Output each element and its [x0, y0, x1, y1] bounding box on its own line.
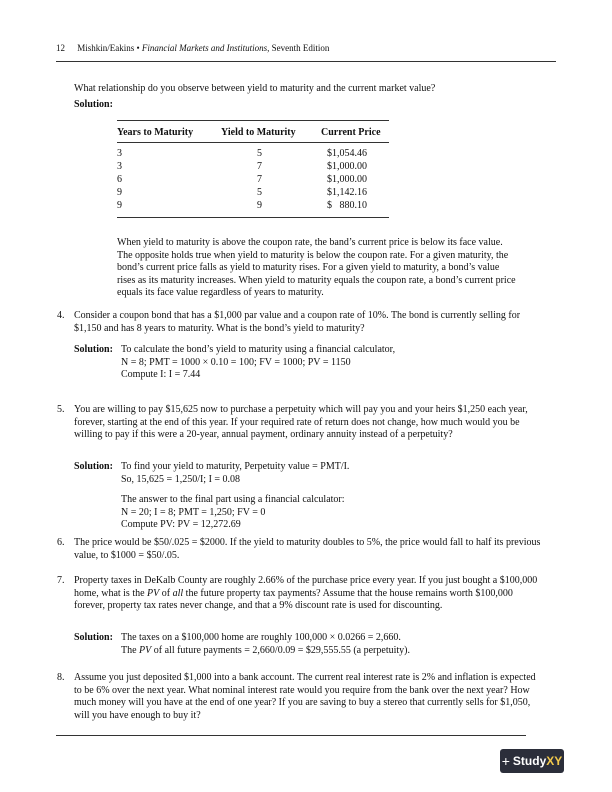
q5-solution-label: Solution: [74, 461, 113, 472]
col-header-years: Years to Maturity [117, 127, 194, 138]
header-authors: Mishkin/Eakins [77, 43, 135, 53]
q5-solution-line2: So, 15,625 = 1,250/I; I = 0.08 [121, 473, 241, 485]
q7-text: Property taxes in DeKalb County are roughly 2.66% of the purchase price every year. If you just bought a $100,000 home, what is the PV of all the future property tax payments? Assume that the house remains worth $100,000 forever, property tax rates never change, and that a 9% discount rate is used for discounting. [74, 575, 538, 611]
q8-text: Assume you just deposited $1,000 into a bank account. The current real interest rate is 2% and inflation is expected to be 6% over the next year. What nominal interest rate would you require from the bank over the next year? How much money will you have at the end of one year? If you are saving to buy a stereo that currently sells for $1,050, will you have enough to buy it? [74, 672, 536, 721]
q5-solution-line1: To find your yield to maturity, Perpetuity value = PMT/I. [121, 461, 350, 472]
q4-solution-label: Solution: [74, 344, 113, 355]
table-header-rule [117, 142, 389, 143]
explanation-paragraph: When yield to maturity is above the coupon rate, the band’s current price is below its face value. The opposite holds true when yield to maturity is below the coupon rate. For a given maturity, the bond’s current price falls as yield to maturity rises. For a given yield to maturity, a bond’s value rises as its maturity increases. When yield to maturity equals the coupon rate, a bond’s current price equals its face value regardless of years to maturity. [117, 237, 516, 298]
q7-solution-label: Solution: [74, 632, 113, 643]
q4-solution-line2: N = 8; PMT = 1000 × 0.10 = 100; FV = 1000; PV = 1150 [121, 356, 351, 368]
q5-solution-line3: The answer to the final part using a financial calculator: [121, 494, 345, 505]
q7-solution-line2: The PV of all future payments = 2,660/0.09 = $29,555.55 (a perpetuity). [121, 644, 410, 656]
q5-solution [121, 461, 541, 532]
q5-number: 5. [57, 404, 65, 415]
yield-table [117, 120, 389, 218]
q7-solution-line1: The taxes on a $100,000 home are roughly 100,000 × 0.0266 = 2,660. [121, 632, 401, 643]
q4-text: Consider a coupon bond that has a $1,000 par value and a coupon rate of 10%. The bond is currently selling for $1,150 and has 8 years to maturity. What is the bond’s yield to maturity? [74, 310, 521, 334]
running-header [56, 43, 329, 53]
question-text: What relationship do you observe between yield to maturity and the current market value? [74, 83, 436, 94]
q5-solution-line4: N = 20; I = 8; PMT = 1,250; FV = 0 [121, 506, 266, 518]
question-relationship [74, 83, 544, 111]
q4-solution-line3: Compute I: I = 7.44 [121, 369, 201, 380]
q5-text: You are willing to pay $15,625 now to purchase a perpetuity which will pay you and your heirs $1,250 each year, forever, starting at the end of this year. If your required rate of return does not change, how much would you be willing to pay if this were a 20-year, annual payment, ordinary annuity instead of a perpetuity? [74, 404, 528, 440]
table-row: 3 7 $1,000.00 [117, 161, 367, 172]
studyxy-logo: + Study XY [500, 749, 564, 773]
q8-number: 8. [57, 672, 65, 683]
q5-solution-line5: Compute PV: PV = 12,272.69 [121, 519, 241, 530]
header-rule [56, 61, 556, 62]
page-number: 12 [56, 43, 65, 53]
header-edition: Seventh Edition [271, 43, 330, 53]
table-row: 6 7 $1,000.00 [117, 174, 367, 185]
table-row: 9 5 $1,142.16 [117, 187, 367, 198]
q6-number: 6. [57, 537, 65, 548]
solution-label: Solution: [74, 98, 113, 110]
table-row: 3 5 $1,054.46 [117, 148, 367, 159]
table-row: 9 9 $ 880.10 [117, 200, 367, 211]
q6-text: The price would be $50/.025 = $2000. If the yield to maturity doubles to 5%, the price would fall to half its previous value, to $1000 = $50/.05. [74, 537, 541, 561]
table-bottom-rule [117, 217, 389, 218]
col-header-yield: Yield to Maturity [221, 127, 296, 138]
plus-icon: + [501, 753, 510, 769]
q7-number: 7. [57, 575, 65, 586]
table-top-rule [117, 120, 389, 121]
q4-number: 4. [57, 310, 65, 321]
q4-solution [121, 344, 541, 382]
q4-solution-line1: To calculate the bond’s yield to maturity using a financial calculator, [121, 344, 396, 355]
header-bullet: • [136, 43, 140, 53]
col-header-price: Current Price [321, 127, 381, 138]
q7-solution [121, 632, 541, 657]
header-book-title: Financial Markets and Institutions, [141, 43, 270, 53]
footer-rule [56, 735, 526, 736]
